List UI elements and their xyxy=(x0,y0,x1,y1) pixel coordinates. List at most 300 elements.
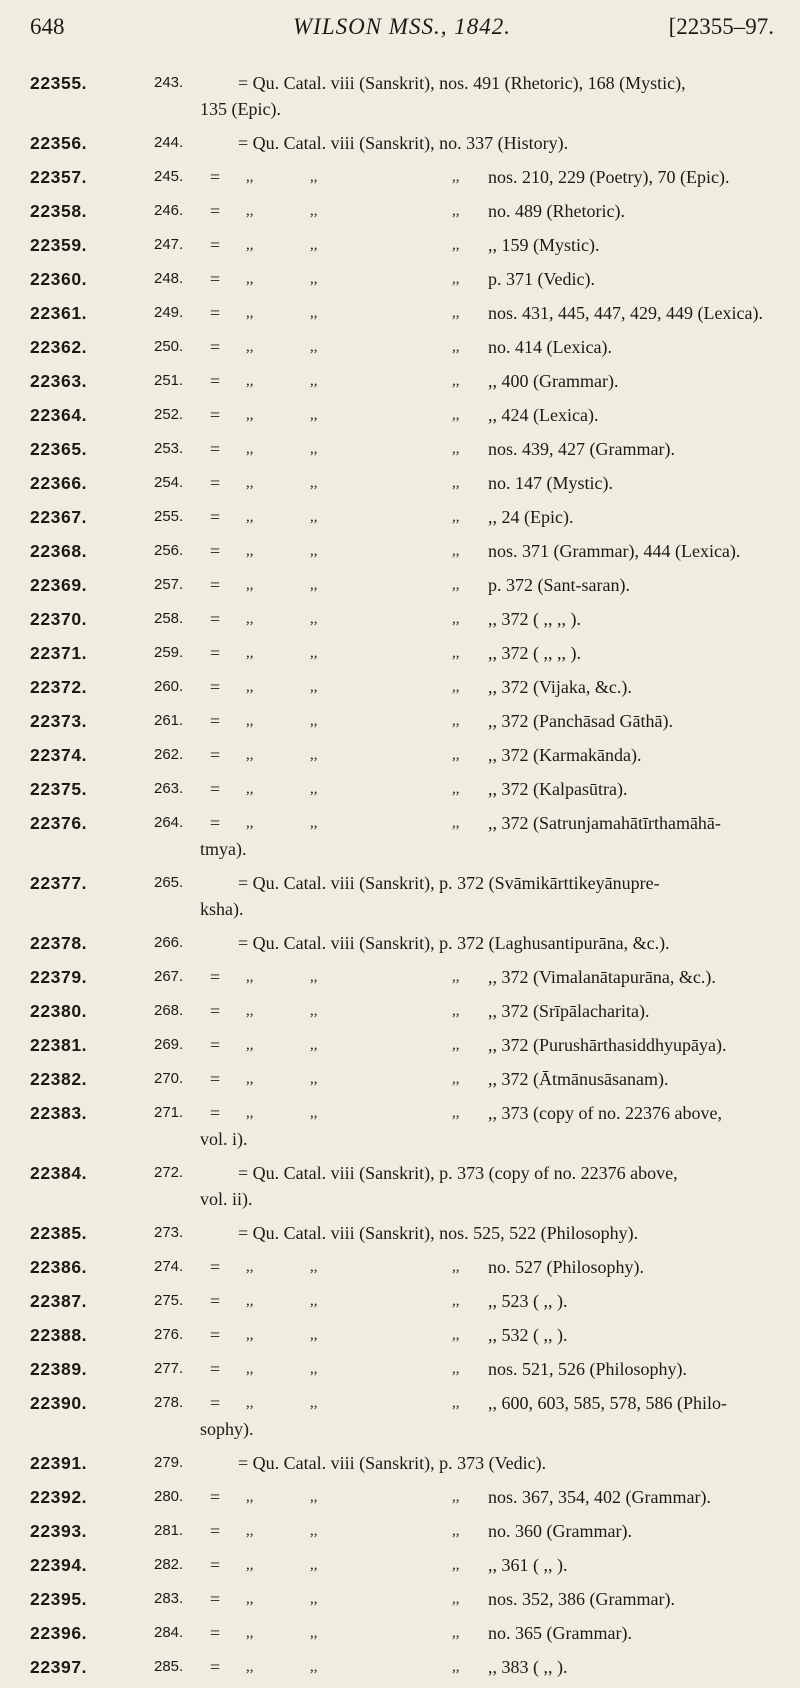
equals-sign: = xyxy=(210,643,221,663)
ditto-mark: ,, xyxy=(310,577,318,593)
equals-sign: = xyxy=(210,1359,221,1379)
folio-number: 273. xyxy=(154,1224,184,1241)
folio-number: 268. xyxy=(154,1002,184,1019)
ditto-mark: ,, xyxy=(246,1071,254,1087)
entry-number: 22380. xyxy=(30,1001,88,1021)
ditto-mark: ,, xyxy=(310,509,318,525)
ditto-mark: ,, xyxy=(452,611,460,627)
ditto-mark: ,, xyxy=(310,1259,318,1275)
entry-description: = Qu. Catal. viii (Sanskrit), nos. 525, 522 (Philosophy). xyxy=(238,1223,639,1243)
entry-number: 22378. xyxy=(30,933,88,953)
entry-number: 22375. xyxy=(30,779,88,799)
equals-sign: = xyxy=(210,1521,221,1541)
equals-sign: = xyxy=(210,1103,221,1123)
entry-description: nos. 431, 445, 447, 429, 449 (Lexica). xyxy=(488,303,763,323)
ditto-mark: ,, xyxy=(246,407,254,423)
entry-number: 22366. xyxy=(30,473,88,493)
equals-sign: = xyxy=(210,1623,221,1643)
entry-description: no. 365 (Grammar). xyxy=(488,1623,632,1643)
ditto-mark: ,, xyxy=(310,543,318,559)
folio-number: 275. xyxy=(154,1292,184,1309)
ditto-mark: ,, xyxy=(246,611,254,627)
ditto-mark: ,, xyxy=(246,1293,254,1309)
ditto-mark: ,, xyxy=(246,969,254,985)
equals-sign: = xyxy=(210,507,221,527)
entry-number: 22364. xyxy=(30,405,88,425)
entry-number: 22357. xyxy=(30,167,88,187)
entry-number: 22392. xyxy=(30,1487,88,1507)
entry-continuation: tmya). xyxy=(200,839,247,859)
entry-number: 22360. xyxy=(30,269,88,289)
ditto-mark: ,, xyxy=(246,1625,254,1641)
ditto-mark: ,, xyxy=(310,645,318,661)
entry-continuation: sophy). xyxy=(200,1419,254,1439)
entry-number: 22377. xyxy=(30,873,88,893)
folio-number: 281. xyxy=(154,1522,184,1539)
ditto-mark: ,, xyxy=(452,781,460,797)
ditto-mark: ,, xyxy=(310,1105,318,1121)
ditto-mark: ,, xyxy=(310,1293,318,1309)
entry-description: ,, 600, 603, 585, 578, 586 (Philo- xyxy=(488,1393,728,1413)
ditto-mark: ,, xyxy=(310,1659,318,1675)
entry-number: 22379. xyxy=(30,967,88,987)
ditto-mark: ,, xyxy=(246,509,254,525)
entry-number: 22355. xyxy=(30,73,88,93)
ditto-mark: ,, xyxy=(452,373,460,389)
page-number: 648 xyxy=(30,14,65,39)
catalogue-entry xyxy=(30,964,790,994)
ditto-mark: ,, xyxy=(310,1361,318,1377)
folio-number: 264. xyxy=(154,814,184,831)
equals-sign: = xyxy=(210,1657,221,1677)
catalogue-entry xyxy=(30,436,790,466)
catalogue-entry xyxy=(30,1620,790,1650)
catalogue-entry xyxy=(30,1450,790,1480)
entry-description: ,, 372 (Kalpasūtra). xyxy=(488,779,628,799)
entry-description: no. 147 (Mystic). xyxy=(488,473,613,493)
catalogue-entry xyxy=(30,776,790,806)
ditto-mark: ,, xyxy=(246,1395,254,1411)
entry-description: = Qu. Catal. viii (Sanskrit), p. 372 (Laghusantipurāna, &c.). xyxy=(238,933,670,953)
entry-number: 22367. xyxy=(30,507,88,527)
ditto-mark: ,, xyxy=(246,1557,254,1573)
ditto-mark: ,, xyxy=(452,1327,460,1343)
catalogue-entry xyxy=(30,1484,790,1514)
ditto-mark: ,, xyxy=(452,1259,460,1275)
folio-number: 261. xyxy=(154,712,184,729)
entry-description: ,, 372 (Karmakānda). xyxy=(488,745,642,765)
catalogue-entry xyxy=(30,1100,790,1156)
entry-description: p. 371 (Vedic). xyxy=(488,269,595,289)
folio-number: 262. xyxy=(154,746,184,763)
entry-description: no. 489 (Rhetoric). xyxy=(488,201,625,221)
ditto-mark: ,, xyxy=(310,169,318,185)
equals-sign: = xyxy=(210,303,221,323)
folio-number: 245. xyxy=(154,168,184,185)
folio-number: 259. xyxy=(154,644,184,661)
ditto-mark: ,, xyxy=(310,747,318,763)
ditto-mark: ,, xyxy=(452,407,460,423)
equals-sign: = xyxy=(210,439,221,459)
entry-description: no. 414 (Lexica). xyxy=(488,337,612,357)
ditto-mark: ,, xyxy=(246,1489,254,1505)
ditto-mark: ,, xyxy=(452,577,460,593)
catalogue-entry xyxy=(30,1552,790,1582)
catalogue-entry xyxy=(30,708,790,738)
ditto-mark: ,, xyxy=(246,441,254,457)
ditto-mark: ,, xyxy=(452,1361,460,1377)
ditto-mark: ,, xyxy=(452,169,460,185)
equals-sign: = xyxy=(210,405,221,425)
folio-number: 244. xyxy=(154,134,184,151)
ditto-mark: ,, xyxy=(246,339,254,355)
entry-description: ,, 24 (Epic). xyxy=(488,507,574,527)
ditto-mark: ,, xyxy=(246,1659,254,1675)
entry-description: ,, 372 ( ,, ,, ). xyxy=(488,609,581,629)
ditto-mark: ,, xyxy=(246,203,254,219)
ditto-mark: ,, xyxy=(452,1659,460,1675)
catalogue-entry xyxy=(30,1356,790,1386)
entry-description: = Qu. Catal. viii (Sanskrit), nos. 491 (Rhetoric), 168 (Mystic), xyxy=(238,73,686,93)
ditto-mark: ,, xyxy=(310,1327,318,1343)
ditto-mark: ,, xyxy=(246,543,254,559)
folio-number: 246. xyxy=(154,202,184,219)
ditto-mark: ,, xyxy=(246,271,254,287)
catalogue-entry xyxy=(30,1220,790,1250)
ditto-mark: ,, xyxy=(310,1625,318,1641)
ditto-mark: ,, xyxy=(246,373,254,389)
catalogue-entry xyxy=(30,232,790,262)
catalogue-entry xyxy=(30,640,790,670)
equals-sign: = xyxy=(210,371,221,391)
catalogue-entry xyxy=(30,470,790,500)
ditto-mark: ,, xyxy=(452,645,460,661)
catalogue-entry xyxy=(30,70,790,126)
entry-number: 22356. xyxy=(30,133,88,153)
equals-sign: = xyxy=(210,1001,221,1021)
ditto-mark: ,, xyxy=(452,1591,460,1607)
folio-number: 256. xyxy=(154,542,184,559)
ditto-mark: ,, xyxy=(452,747,460,763)
entry-description: ,, 523 ( ,, ). xyxy=(488,1291,568,1311)
folio-number: 269. xyxy=(154,1036,184,1053)
folio-number: 272. xyxy=(154,1164,184,1181)
catalogue-entry xyxy=(30,334,790,364)
equals-sign: = xyxy=(210,813,221,833)
folio-number: 260. xyxy=(154,678,184,695)
entry-number: 22359. xyxy=(30,235,88,255)
ditto-mark: ,, xyxy=(246,169,254,185)
equals-sign: = xyxy=(210,201,221,221)
ditto-mark: ,, xyxy=(452,1105,460,1121)
folio-number: 276. xyxy=(154,1326,184,1343)
ditto-mark: ,, xyxy=(310,1071,318,1087)
ditto-mark: ,, xyxy=(310,1037,318,1053)
ditto-mark: ,, xyxy=(452,679,460,695)
entry-description: nos. 352, 386 (Grammar). xyxy=(488,1589,675,1609)
folio-number: 266. xyxy=(154,934,184,951)
ditto-mark: ,, xyxy=(452,1523,460,1539)
ditto-mark: ,, xyxy=(310,305,318,321)
entry-description: = Qu. Catal. viii (Sanskrit), no. 337 (History). xyxy=(238,133,569,153)
ditto-mark: ,, xyxy=(310,1557,318,1573)
folio-number: 263. xyxy=(154,780,184,797)
ditto-mark: ,, xyxy=(310,237,318,253)
catalogue-entry xyxy=(30,300,790,330)
ditto-mark: ,, xyxy=(310,373,318,389)
catalogue-entry xyxy=(30,504,790,534)
entry-number: 22373. xyxy=(30,711,88,731)
ditto-mark: ,, xyxy=(310,969,318,985)
ditto-mark: ,, xyxy=(246,1327,254,1343)
catalogue-entry xyxy=(30,402,790,432)
ditto-mark: ,, xyxy=(452,1071,460,1087)
ditto-mark: ,, xyxy=(246,475,254,491)
ditto-mark: ,, xyxy=(310,271,318,287)
entry-description: = Qu. Catal. viii (Sanskrit), p. 372 (Svāmikārttikeyānupre- xyxy=(238,873,660,893)
entry-continuation: vol. ii). xyxy=(200,1189,253,1209)
entry-number: 22370. xyxy=(30,609,88,629)
ditto-mark: ,, xyxy=(310,1395,318,1411)
catalogue-entry xyxy=(30,1288,790,1318)
entry-number: 22397. xyxy=(30,1657,88,1677)
entry-description: ,, 372 (Panchāsad Gāthā). xyxy=(488,711,673,731)
folio-number: 282. xyxy=(154,1556,184,1573)
entry-description: ,, 372 (Satrunjamahātīrthamāhā- xyxy=(488,813,721,833)
equals-sign: = xyxy=(210,745,221,765)
entry-number: 22390. xyxy=(30,1393,88,1413)
folio-number: 252. xyxy=(154,406,184,423)
ditto-mark: ,, xyxy=(452,1003,460,1019)
equals-sign: = xyxy=(210,269,221,289)
entry-number: 22376. xyxy=(30,813,88,833)
entry-number: 22369. xyxy=(30,575,88,595)
ditto-mark: ,, xyxy=(310,781,318,797)
folio-number: 270. xyxy=(154,1070,184,1087)
ditto-mark: ,, xyxy=(452,475,460,491)
ditto-mark: ,, xyxy=(452,339,460,355)
ditto-mark: ,, xyxy=(246,1037,254,1053)
equals-sign: = xyxy=(210,1393,221,1413)
running-title: WILSON MSS., 1842. xyxy=(293,14,511,39)
folio-number: 257. xyxy=(154,576,184,593)
folio-number: 267. xyxy=(154,968,184,985)
ditto-mark: ,, xyxy=(310,713,318,729)
entry-description: ,, 372 (Purushārthasiddhyupāya). xyxy=(488,1035,727,1055)
ditto-mark: ,, xyxy=(246,1361,254,1377)
ditto-mark: ,, xyxy=(452,1557,460,1573)
ditto-mark: ,, xyxy=(246,747,254,763)
entry-number: 22389. xyxy=(30,1359,88,1379)
folio-number: 251. xyxy=(154,372,184,389)
catalogue-entry xyxy=(30,810,790,866)
catalogue-entry xyxy=(30,266,790,296)
ditto-mark: ,, xyxy=(452,1293,460,1309)
entry-number: 22365. xyxy=(30,439,88,459)
entry-number: 22384. xyxy=(30,1163,88,1183)
entry-number: 22362. xyxy=(30,337,88,357)
equals-sign: = xyxy=(210,609,221,629)
catalogue-entry xyxy=(30,164,790,194)
ditto-mark: ,, xyxy=(310,1591,318,1607)
ditto-mark: ,, xyxy=(246,1259,254,1275)
entry-description: ,, 424 (Lexica). xyxy=(488,405,599,425)
folio-number: 274. xyxy=(154,1258,184,1275)
folio-number: 283. xyxy=(154,1590,184,1607)
ditto-mark: ,, xyxy=(310,1489,318,1505)
folio-number: 255. xyxy=(154,508,184,525)
entry-description: ,, 372 (Ātmānusāsanam). xyxy=(488,1069,669,1089)
catalogue-entry xyxy=(30,1254,790,1284)
entry-number: 22391. xyxy=(30,1453,88,1473)
entry-description: ,, 372 ( ,, ,, ). xyxy=(488,643,581,663)
entry-description: ,, 383 ( ,, ). xyxy=(488,1657,568,1677)
folio-number: 249. xyxy=(154,304,184,321)
folio-number: 248. xyxy=(154,270,184,287)
entry-range: [22355–97. xyxy=(668,14,774,39)
entry-description: ,, 532 ( ,, ). xyxy=(488,1325,568,1345)
entry-number: 22368. xyxy=(30,541,88,561)
ditto-mark: ,, xyxy=(310,407,318,423)
ditto-mark: ,, xyxy=(452,1625,460,1641)
catalogue-entry xyxy=(30,674,790,704)
entry-number: 22371. xyxy=(30,643,88,663)
entry-number: 22363. xyxy=(30,371,88,391)
entry-description: nos. 371 (Grammar), 444 (Lexica). xyxy=(488,541,741,561)
folio-number: 247. xyxy=(154,236,184,253)
equals-sign: = xyxy=(210,235,221,255)
catalogue-entry xyxy=(30,368,790,398)
entry-number: 22382. xyxy=(30,1069,88,1089)
folio-number: 243. xyxy=(154,74,184,91)
entry-description: no. 360 (Grammar). xyxy=(488,1521,632,1541)
catalogue-entry xyxy=(30,1066,790,1096)
entry-continuation: vol. i). xyxy=(200,1129,248,1149)
page-header xyxy=(30,10,774,44)
equals-sign: = xyxy=(210,779,221,799)
ditto-mark: ,, xyxy=(246,679,254,695)
catalogue-entry xyxy=(30,198,790,228)
equals-sign: = xyxy=(210,677,221,697)
folio-number: 280. xyxy=(154,1488,184,1505)
ditto-mark: ,, xyxy=(310,475,318,491)
equals-sign: = xyxy=(210,967,221,987)
folio-number: 258. xyxy=(154,610,184,627)
equals-sign: = xyxy=(210,1291,221,1311)
ditto-mark: ,, xyxy=(246,305,254,321)
ditto-mark: ,, xyxy=(452,271,460,287)
ditto-mark: ,, xyxy=(246,577,254,593)
folio-number: 277. xyxy=(154,1360,184,1377)
ditto-mark: ,, xyxy=(452,203,460,219)
entry-description: nos. 367, 354, 402 (Grammar). xyxy=(488,1487,711,1507)
equals-sign: = xyxy=(210,1257,221,1277)
entry-continuation: ksha). xyxy=(200,899,244,919)
entry-number: 22374. xyxy=(30,745,88,765)
catalogue-entry xyxy=(30,1586,790,1616)
folio-number: 271. xyxy=(154,1104,184,1121)
entry-description: ,, 373 (copy of no. 22376 above, xyxy=(488,1103,722,1123)
ditto-mark: ,, xyxy=(452,1489,460,1505)
ditto-mark: ,, xyxy=(310,815,318,831)
folio-number: 250. xyxy=(154,338,184,355)
entry-number: 22387. xyxy=(30,1291,88,1311)
ditto-mark: ,, xyxy=(310,1003,318,1019)
entry-number: 22383. xyxy=(30,1103,88,1123)
entry-description: ,, 372 (Vijaka, &c.). xyxy=(488,677,632,697)
entry-description: nos. 521, 526 (Philosophy). xyxy=(488,1359,688,1379)
entry-description: = Qu. Catal. viii (Sanskrit), p. 373 (copy of no. 22376 above, xyxy=(238,1163,678,1183)
folio-number: 278. xyxy=(154,1394,184,1411)
entry-description: p. 372 (Sant-saran). xyxy=(488,575,630,595)
catalogue-entry xyxy=(30,1654,790,1684)
entry-description: ,, 361 ( ,, ). xyxy=(488,1555,568,1575)
ditto-mark: ,, xyxy=(452,969,460,985)
catalogue-entry xyxy=(30,930,790,960)
folio-number: 254. xyxy=(154,474,184,491)
ditto-mark: ,, xyxy=(452,543,460,559)
entry-description: ,, 372 (Vimalanātapurāna, &c.). xyxy=(488,967,716,987)
entry-number: 22361. xyxy=(30,303,88,323)
ditto-mark: ,, xyxy=(310,339,318,355)
entry-description: nos. 439, 427 (Grammar). xyxy=(488,439,675,459)
equals-sign: = xyxy=(210,1589,221,1609)
ditto-mark: ,, xyxy=(310,611,318,627)
ditto-mark: ,, xyxy=(452,1395,460,1411)
folio-number: 279. xyxy=(154,1454,184,1471)
entry-number: 22388. xyxy=(30,1325,88,1345)
entry-number: 22394. xyxy=(30,1555,88,1575)
entry-description: ,, 400 (Grammar). xyxy=(488,371,619,391)
catalogue-entry xyxy=(30,606,790,636)
catalogue-entry xyxy=(30,1032,790,1062)
entry-description: nos. 210, 229 (Poetry), 70 (Epic). xyxy=(488,167,730,187)
ditto-mark: ,, xyxy=(246,645,254,661)
entry-description: ,, 159 (Mystic). xyxy=(488,235,600,255)
ditto-mark: ,, xyxy=(310,1523,318,1539)
entry-list xyxy=(30,70,790,1688)
equals-sign: = xyxy=(210,473,221,493)
ditto-mark: ,, xyxy=(246,1003,254,1019)
entry-number: 22396. xyxy=(30,1623,88,1643)
ditto-mark: ,, xyxy=(246,1105,254,1121)
catalogue-entry xyxy=(30,1160,790,1216)
folio-number: 265. xyxy=(154,874,184,891)
ditto-mark: ,, xyxy=(452,237,460,253)
ditto-mark: ,, xyxy=(452,509,460,525)
ditto-mark: ,, xyxy=(310,679,318,695)
catalogue-entry xyxy=(30,130,790,160)
ditto-mark: ,, xyxy=(310,203,318,219)
equals-sign: = xyxy=(210,541,221,561)
ditto-mark: ,, xyxy=(246,237,254,253)
equals-sign: = xyxy=(210,1069,221,1089)
catalogue-entry xyxy=(30,742,790,772)
equals-sign: = xyxy=(210,1555,221,1575)
catalogue-entry xyxy=(30,870,790,926)
equals-sign: = xyxy=(210,711,221,731)
ditto-mark: ,, xyxy=(246,815,254,831)
catalogue-entry xyxy=(30,1390,790,1446)
ditto-mark: ,, xyxy=(452,713,460,729)
ditto-mark: ,, xyxy=(246,1523,254,1539)
entry-number: 22386. xyxy=(30,1257,88,1277)
entry-number: 22381. xyxy=(30,1035,88,1055)
equals-sign: = xyxy=(210,1035,221,1055)
entry-number: 22393. xyxy=(30,1521,88,1541)
catalogue-entry xyxy=(30,538,790,568)
folio-number: 253. xyxy=(154,440,184,457)
